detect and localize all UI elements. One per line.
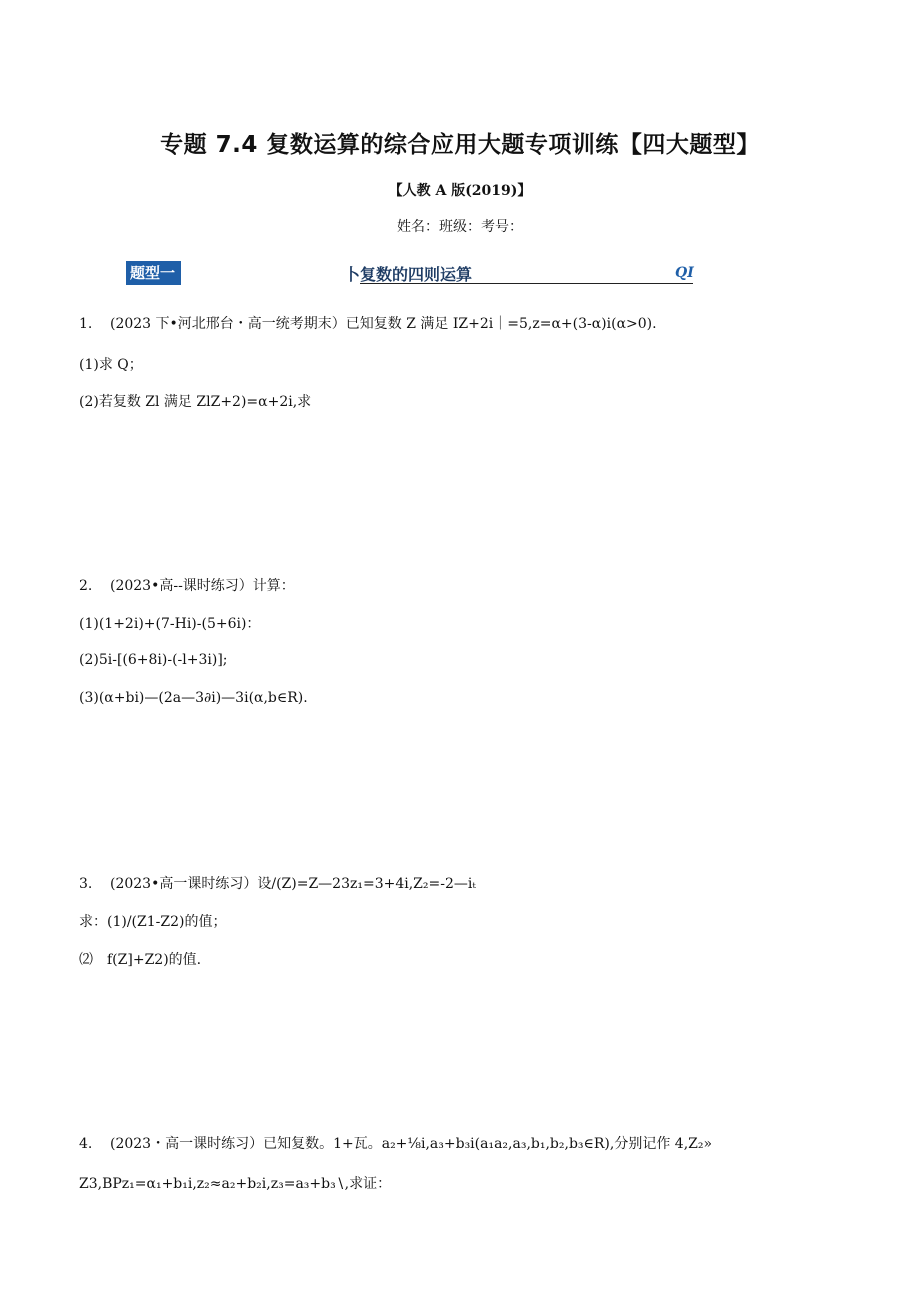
- question-2-stem: [79, 575, 295, 595]
- student-info-line: 姓名：班级：考号：: [397, 219, 523, 235]
- question-1-part-1: (1)求 Q；: [79, 357, 143, 373]
- question-2-text: (2023•高--课时练习）计算：: [110, 578, 295, 594]
- question-type-badge: 题型一: [126, 261, 181, 285]
- question-3-text: (2023•高一课时练习）设/(Z)=Z—23z₁=3+4i,Z₂=-2—iₜ: [110, 876, 476, 892]
- edition-label: 【人教 A 版(2019)】: [388, 183, 532, 199]
- question-1-stem: [79, 313, 657, 333]
- question-2-part-3: (3)(α+bi)—(2a—3∂i)—3i(α,b∈R).: [79, 690, 308, 706]
- section-underline: [360, 283, 693, 284]
- question-2-part-1: (1)(1+2i)+(7-Hi)-(5+6i)：: [79, 616, 261, 632]
- question-4-text: (2023・高一课时练习）已知复数。1+瓦。a₂+⅛i,a₃+b₃i(a₁a₂,a₃,b₁,b₂,b₃∈R),分别记作 4,Z₂»: [110, 1136, 713, 1152]
- section-prefix: 卜: [344, 265, 361, 284]
- section-heading: [344, 262, 472, 285]
- section-title: 复数的四则运算: [360, 265, 473, 284]
- question-4-part-1: Z3,BPz₁=α₁+b₁i,z₂≈a₂+b₂i,z₃=a₃+b₃∖,求证：: [79, 1176, 392, 1192]
- document-title: 专题 7.4 复数运算的综合应用大题专项训练【四大题型】: [160, 132, 760, 158]
- question-3-part-2: ⑵ f(Z]+Z2)的值.: [79, 952, 202, 968]
- question-2-part-2: (2)5i-[(6+8i)-(-l+3i)];: [79, 652, 228, 668]
- question-1-number: 1.: [79, 316, 93, 332]
- question-1-part-2: (2)若复数 Zl 满足 ZlZ+2)=α+2i,求: [79, 394, 312, 410]
- question-2-number: 2.: [79, 578, 93, 594]
- section-mark: QI: [675, 265, 694, 281]
- question-4-number: 4.: [79, 1136, 93, 1152]
- question-4-stem: [79, 1133, 712, 1153]
- question-3-number: 3.: [79, 876, 93, 892]
- question-3-stem: [79, 873, 476, 893]
- question-1-text: (2023 下•河北邢台・高一统考期末）已知复数 Z 满足 IZ+2i｜=5,z=α+(3-α)i(α>0).: [110, 316, 657, 332]
- question-3-part-1: 求：(1)/(Z1-Z2)的值；: [79, 914, 227, 930]
